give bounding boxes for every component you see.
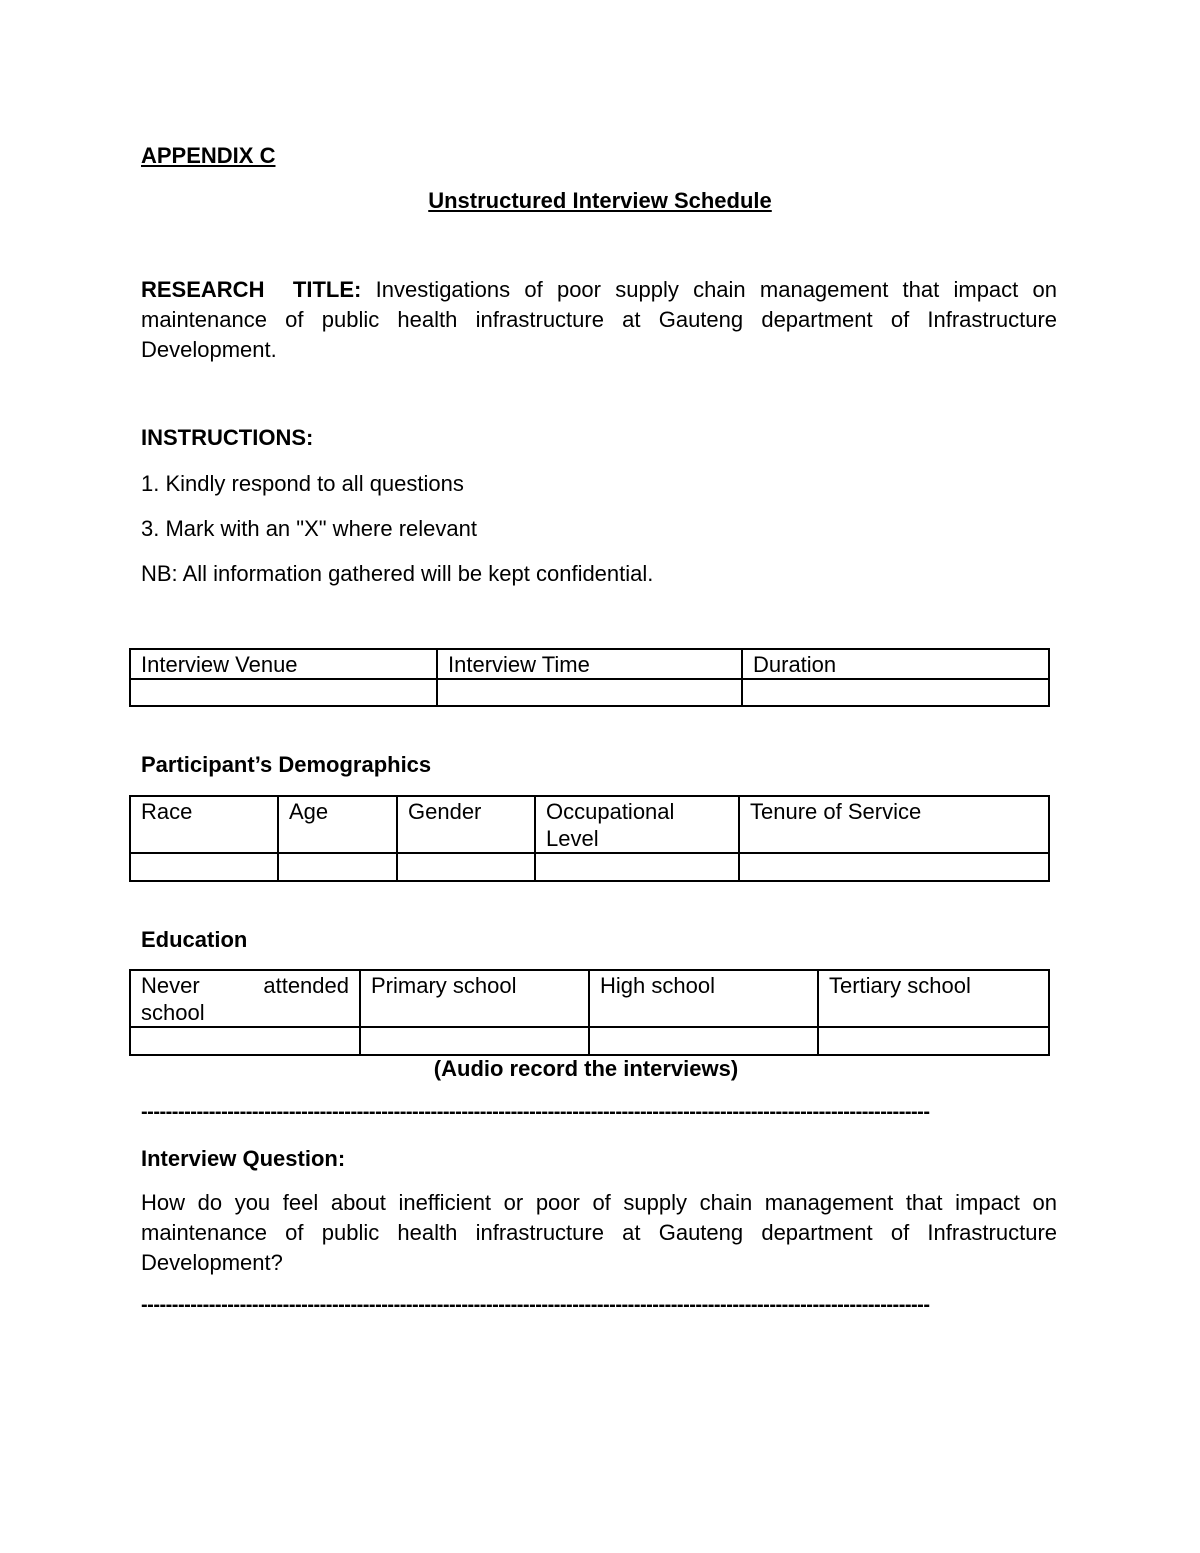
high-school-input[interactable] [589,1027,818,1055]
instruction-item: 1. Kindly respond to all questions [141,471,464,496]
instructions-heading: INSTRUCTIONS: [141,425,314,450]
table-header-cell: Tenure of Service [739,796,1049,853]
table-header-cell: Primary school [360,970,589,1027]
document-title: Unstructured Interview Schedule [428,188,772,213]
tenure-input[interactable] [739,853,1049,881]
appendix-heading: APPENDIX C [141,143,276,168]
demographics-heading: Participant’s Demographics [141,752,432,777]
research-title-paragraph [141,275,1057,365]
table-header-cell: Interview Time [437,649,742,679]
race-input[interactable] [130,853,278,881]
interview-time-input[interactable] [437,679,742,706]
divider-line: -------------------------------------------------------------------------------------------------------------------------------- [141,1294,930,1316]
research-title-text: Investigations of poor supply chain management that impact on maintenance of public health infrastructure at Gauteng department of Infrastructure Development. [141,277,1057,362]
age-input[interactable] [278,853,397,881]
primary-school-input[interactable] [360,1027,589,1055]
table-header-cell: Age [278,796,397,853]
never-attended-input[interactable] [130,1027,360,1055]
interview-details-table [129,648,1050,707]
occupational-level-input[interactable] [535,853,739,881]
instruction-item: NB: All information gathered will be kept confidential. [141,561,654,586]
instruction-item: 3. Mark with an "X" where relevant [141,516,477,541]
table-header-cell: High school [589,970,818,1027]
tertiary-school-input[interactable] [818,1027,1049,1055]
audio-note: (Audio record the interviews) [433,1056,739,1081]
duration-input[interactable] [742,679,1049,706]
never-attended-label: Never attended school [141,973,349,1025]
table-header-cell: Tertiary school [818,970,1049,1027]
table-header-cell: Gender [397,796,535,853]
table-header-cell: Race [130,796,278,853]
interview-question-heading: Interview Question: [141,1146,346,1171]
education-heading: Education [141,927,248,952]
demographics-table [129,795,1050,882]
table-header-cell: Duration [742,649,1049,679]
table-header-cell: Occupational Level [535,796,739,853]
table-header-cell [130,970,360,1027]
interview-question-text: How do you feel about inefficient or poor of supply chain management that impact on maintenance of public health infrastructure at Gauteng department of Infrastructure Development? [141,1190,1057,1275]
table-header-cell: Interview Venue [130,649,437,679]
interview-venue-input[interactable] [130,679,437,706]
education-table [129,969,1050,1056]
research-title-label: RESEARCH TITLE: [141,277,362,302]
gender-input[interactable] [397,853,535,881]
divider-line: -------------------------------------------------------------------------------------------------------------------------------- [141,1101,930,1123]
